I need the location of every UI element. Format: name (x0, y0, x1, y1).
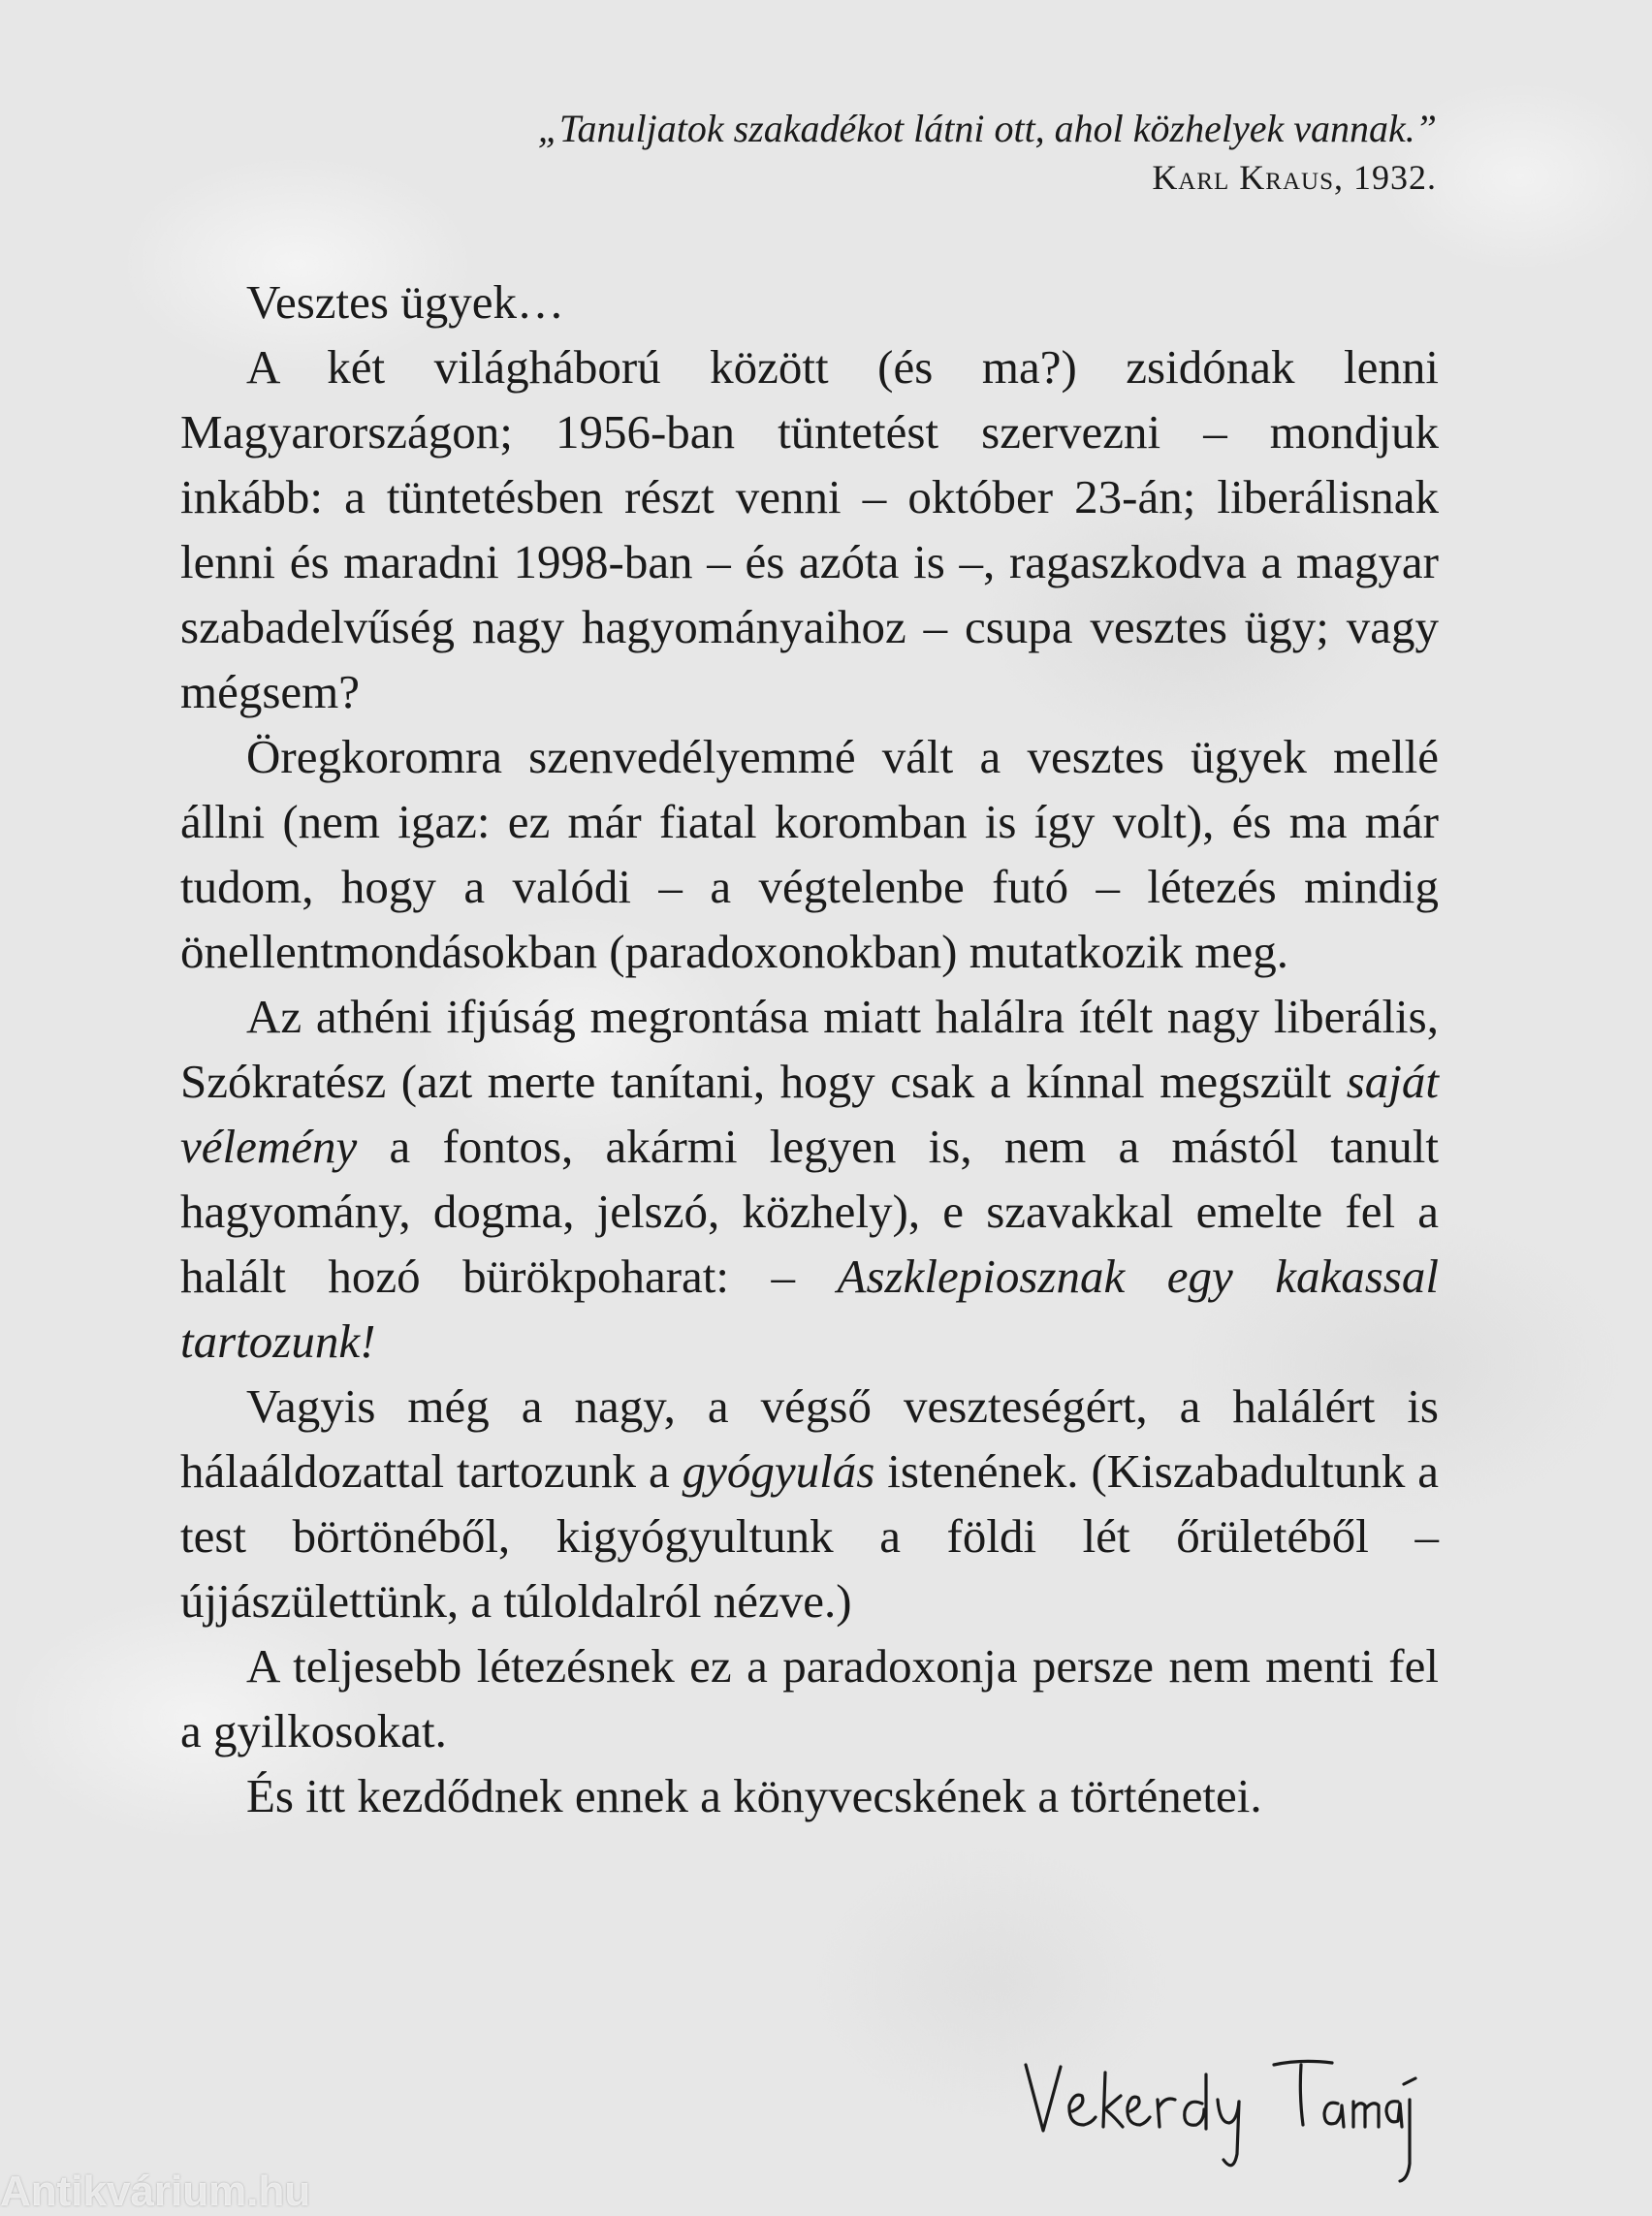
paragraph-4-emphasis-2: Aszklepiosznak egy kakassal tartozunk! (180, 1250, 1439, 1368)
paragraph-5 (180, 1374, 1439, 1633)
paragraph-7: És itt kezdődnek ennek a könyvecskének a történetei. (246, 1769, 1262, 1822)
epigraph-quote: „Tanuljatok szakadékot látni ott, ahol közhelyek vannak.” (537, 107, 1437, 150)
paragraph-1: Vesztes ügyek… (246, 275, 564, 329)
paragraph-4 (180, 984, 1439, 1374)
epigraph (538, 105, 1437, 202)
watermark: Antikvárium.hu (0, 2168, 311, 2215)
handwritten-signature (1018, 2045, 1425, 2191)
paragraph-4-text-2: a fontos, akármi legyen is, nem a mástól tanult hagyomány, dogma, jelszó, közhely), e szavakkal emelte fel a halált hozó bürökpoharat: – (180, 1120, 1439, 1303)
signature-drawing (1018, 2045, 1425, 2191)
paragraph-6: A teljesebb létezésnek ez a paradoxonja persze nem menti fel a gyilkosokat. (180, 1639, 1439, 1757)
paragraph-2: A két világháború között (és ma?) zsidónak lenni Magyarországon; 1956-ban tüntetést szervezni – mondjuk inkább: a tüntetésben részt venni – október 23-án; liberálisnak lenni és maradni 1998-ban – és azóta is –, ragaszkodva a magyar szabadelvűség nagy hagyományaihoz – csupa vesztes ügy; vagy mégsem? (180, 340, 1439, 718)
main-text (180, 269, 1439, 1828)
paragraph-5-text-1: Vagyis még a nagy, a végső veszteségért, a halálért is hálaáldozattal tartozunk a (180, 1379, 1439, 1498)
paragraph-3: Öregkoromra szenvedélyemmé vált a vesztes ügyek mellé állni (nem igaz: ez már fiatal koromban is így volt), és ma már tudom, hogy a valódi – a végtelenbe futó – létezés mindig önellentmondásokban (paradoxonokban) mutatkozik meg. (180, 730, 1439, 978)
paragraph-5-text-2: istenének. (Kiszabadultunk a test börtönéből, kigyógyultunk a földi lét őrületéből – újjászülettünk, a túloldalról nézve.) (180, 1444, 1439, 1628)
paragraph-4-emphasis-1: saját vélemény (180, 1055, 1439, 1173)
paragraph-4-text-1: Az athéni ifjúság megrontása miatt halálra ítélt nagy liberális, Szókratész (azt merte tanítani, hogy csak a kínnal megszült (180, 990, 1439, 1108)
epigraph-attribution: Karl Kraus, 1932. (1152, 158, 1437, 197)
paragraph-5-emphasis-1: gyógyulás (682, 1444, 875, 1498)
